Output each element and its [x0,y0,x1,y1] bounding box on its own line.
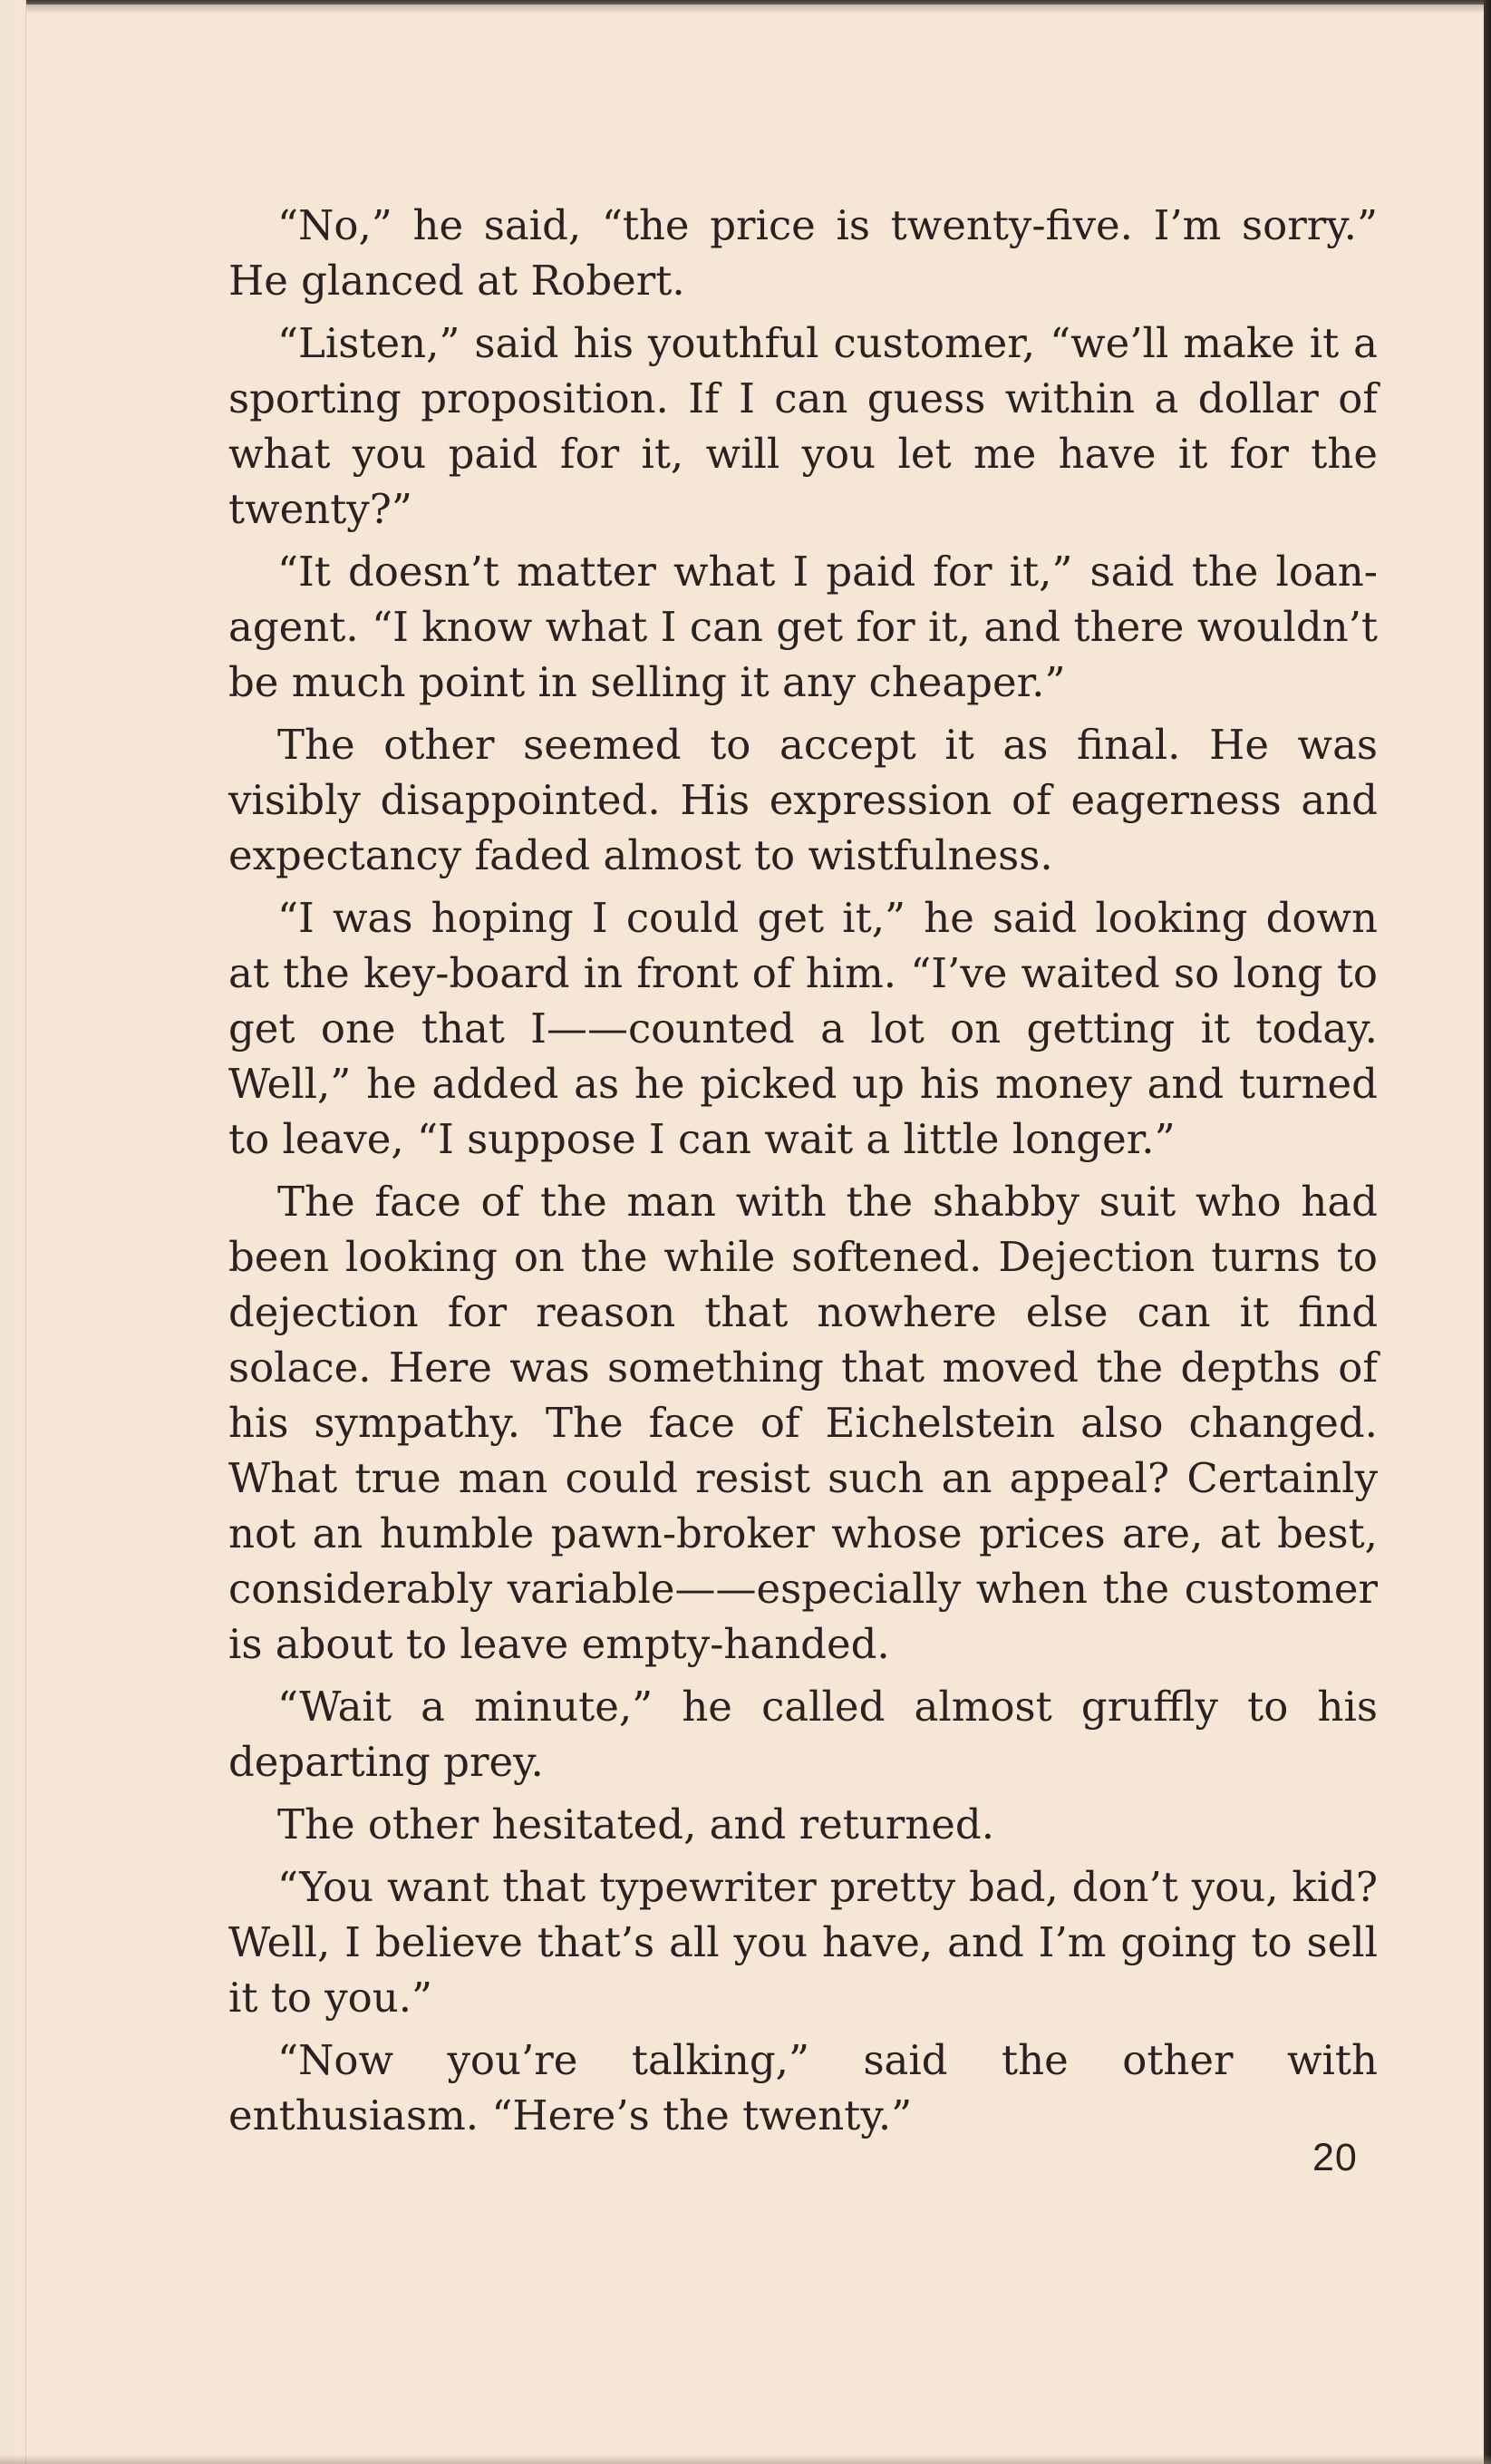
body-text [228,198,1378,2150]
paragraph: “I was hoping I could get it,” he said looking down at the key-board in front of him. “I’ve waited so long to get one that I——counted a lot on getting it today. Well,” he added as he picked up his money and turned to leave, “I suppose I can wait a little longer.” [228,894,1378,1163]
paragraph: The other seemed to accept it as final. He was visibly disappointed. His expression of eagerness and expectancy faded almost to wistfulness. [228,721,1378,879]
page-number: 20 [1312,2136,1358,2179]
page-gutter [0,0,26,2464]
paragraph: “Now you’re talking,” said the other with enthusiasm. “Here’s the twenty.” [228,2036,1378,2139]
page-top-shadow [0,5,1491,14]
paragraph: “You want that typewriter pretty bad, don’t you, kid? Well, I believe that’s all you have, and I’m going to sell it to you.” [228,1863,1378,2022]
page-right-edge [1484,0,1491,2464]
paragraph: “Listen,” said his youthful customer, “we’ll make it a sporting proposition. If I can guess within a dollar of what you paid for it, will you let me have it for the twenty?” [228,319,1378,533]
paragraph: “No,” he said, “the price is twenty-five. I’m sorry.” He glanced at Robert. [228,201,1378,305]
paragraph: The other hesitated, and returned. [277,1800,995,1848]
paragraph: “Wait a minute,” he called almost gruffly to his departing prey. [228,1683,1378,1786]
paragraph: “It doesn’t matter what I paid for it,” said the loan-agent. “I know what I can get for it, and there wouldn’t be much point in selling it any cheaper.” [228,548,1378,706]
paragraph: The face of the man with the shabby suit who had been looking on the while softened. Dejection turns to dejection for reason that nowhere else can it find solace. Here was something that moved the depths of his sympathy. The face of Eichelstein also changed. What true man could resist such an appeal? Certainly not an humble pawn-broker whose prices are, at best, considerably variable——especially when the customer is about to leave empty-handed. [228,1178,1378,1668]
page-bottom-edge [0,2455,1491,2464]
